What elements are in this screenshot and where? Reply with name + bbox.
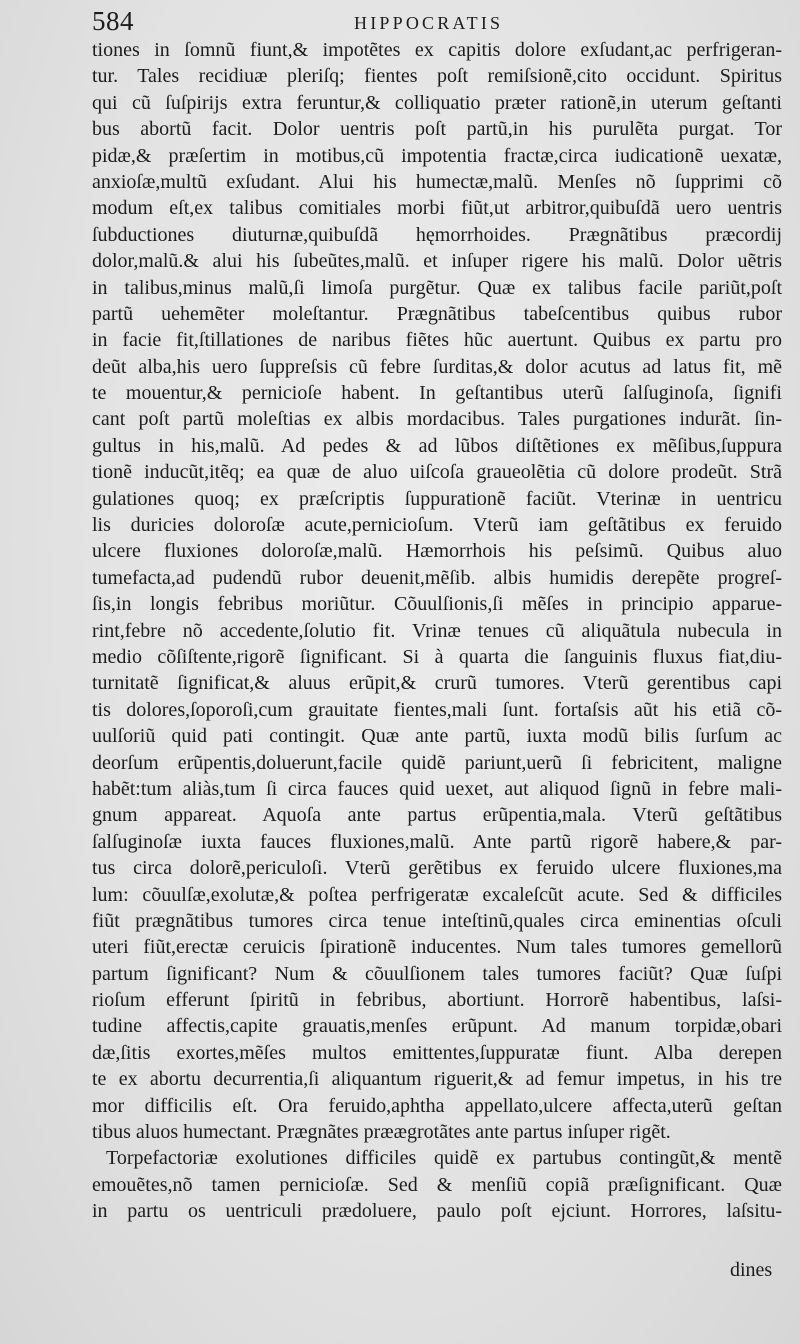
text-line: te ex abortu decurrentia,ſi aliquantum riguerit,& ad femur impetus, in his tre [92,1068,782,1091]
text-line: gnum appareat. Aquoſa ante partus erũpentia,mala. Vterũ geſtãtibus [92,804,782,827]
text-line: anxioſæ,multũ exſudant. Alui his humectæ,malũ. Menſes nõ ſupprimi cõ [92,170,782,193]
text-line: tumefacta,ad pudendũ rubor deuenit,mẽſib. albis humidis derepẽte progreſ- [92,566,782,589]
text-line: tionẽ inducũt,itẽq; ea quæ de aluo uiſcoſa graueolẽtia cũ dolore prodeũt. Strã [92,461,782,484]
text-line: tiones in ſomnũ fiunt,& impotẽtes ex capitis dolore exſudant,ac perfrigeran- [92,39,782,61]
text-line: tur. Tales recidiuæ pleriſq; fientes poſt remiſsionẽ,cito occidunt. Spiritus [92,65,782,88]
text-line: rint,febre nõ accedente,ſolutio fit. Vrinæ tenues cũ aliquãtula nubecula in [92,619,782,642]
text-line: cant poſt partũ moleſtias ex albis mordacibus. Tales purgationes indurãt. ſin- [92,408,782,431]
text-line: bus abortũ facit. Dolor uentris poſt partũ,in his purulẽta purgat. Tor [92,118,782,141]
text-line: mor difficilis eſt. Ora feruido,aphtha appellato,ulcere affecta,uterũ geſtan [92,1094,782,1117]
text-line: pidæ,& præſertim in motibus,cũ impotentia fractæ,circa iudicationẽ uexatæ, [92,144,782,167]
running-title: HIPPOCRATIS [354,13,504,33]
text-line: lum: cõuulſæ,exolutæ,& poſtea perfrigeratæ excaleſcũt acute. Sed & difficiles [92,883,782,906]
text-body [92,37,782,1225]
text-line: dæ,ſitis exortes,mẽſes multos emittentes,ſuppuratæ fiunt. Alba derepen [92,1041,782,1064]
text-line: dolor,malũ.& alui his ſubeũtes,malũ. et inſuper rigere his malũ. Dolor uẽtris [92,250,782,273]
text-line: partum ſignificant? Num & cõuulſionem tales tumores faciũt? Quæ ſuſpi [92,962,782,985]
text-line: emouẽtes,nõ tamen pernicioſæ. Sed & menſiũ copiã præſignificant. Quæ [92,1173,782,1196]
text-line: tis dolores,ſoporoſi,cum grauitate fientes,mali ſunt. fortaſsis aũt his etiã cõ- [92,698,782,721]
text-line: medio cõſiſtente,rigorẽ ſignificant. Si à quarta die ſanguinis fluxus fiat,diu- [92,645,782,668]
text-line: uulſoriũ quid pati contingit. Quæ ante partũ, iuxta modũ bilis ſurſum ac [92,725,782,748]
text-line: partũ uehemẽter moleſtantur. Prægnãtibus tabeſcentibus quibus rubor [92,302,782,325]
running-head [92,6,782,38]
text-line: gulationes quoq; ex præſcriptis ſuppurationẽ faciũt. Vterinæ in uentricu [92,487,782,510]
text-line: tudine affectis,capite grauatis,menſes erũpunt. Ad manum torpidæ,obari [92,1015,782,1038]
text-line: in facie fit,ſtillationes de naribus fiẽtes hũc auertunt. Quibus ex partu pro [92,329,782,352]
text-line: in partu os uentriculi prædoluere, paulo poſt ejciunt. Horrores, laſsitu- [92,1200,782,1223]
text-line: turnitatẽ ſignificat,& aluus erũpit,& crurũ tumores. Vterũ gerentibus capi [92,672,782,695]
text-line: Torpefactoriæ exolutiones difficiles quidẽ ex partubus contingũt,& mentẽ [106,1147,782,1170]
page-number: 584 [92,6,134,36]
catchword: dines [730,1259,773,1281]
text-line: deũt alba,his uero ſuppreſsis cũ febre ſurditas,& dolor acutus ad latus fit, mẽ [92,355,782,378]
text-line: gultus in his,malũ. Ad pedes & ad lũbos diſtẽtiones ex mẽſibus,ſuppura [92,434,782,457]
text-line: rioſum efferunt ſpiritũ in febribus, abortiunt. Horrorẽ habentibus, laſsi- [92,989,782,1012]
text-line: uteri fiũt,erectæ ceruicis ſpirationẽ inducentes. Num tales tumores gemellorũ [92,936,782,959]
text-line: lis duricies doloroſæ acute,pernicioſum. Vterũ iam geſtãtibus ex feruido [92,514,782,537]
text-line: ſis,in longis febribus moriũtur. Cõuulſionis,ſi mẽſes in principio apparue- [92,593,782,616]
text-line: in talibus,minus malũ,ſi limoſa purgẽtur. Quæ ex talibus facile pariũt,poſt [92,276,782,299]
text-line: ſalſuginoſæ iuxta fauces fluxiones,malũ. Ante partũ rigorẽ habere,& par- [92,830,782,853]
text-line: qui cũ ſuſpirijs extra feruntur,& colliquatio præter rationẽ,in uterum geſtanti [92,91,782,114]
text-line: te mouentur,& pernicioſe habent. In geſtantibus uterũ ſalſuginoſa, ſignifi [92,382,782,405]
text-line: modum eſt,ex talibus comitiales morbi fiũt,ut arbitror,quibuſdã uero uentris [92,197,782,220]
text-line: tibus aluos humectant. Prægnãtes præægrotãtes ante partus inſuper rigẽt. [92,1121,671,1144]
text-line: ſubductiones diuturnæ,quibuſdã hęmorrhoides. Prægnãtibus præcordij [92,223,782,246]
text-line: tus circa dolorẽ,periculoſi. Vterũ gerẽtibus ex feruido ulcere fluxiones,ma [92,857,782,880]
text-line: deorſum erũpentis,doluerunt,facile quidẽ pariunt,uerũ ſi febricitent, maligne [92,751,782,774]
text-line: fiũt prægnãtibus tumores circa tenue inteſtinũ,quales circa eminentias oſculi [92,909,782,932]
text-line: ulcere fluxiones doloroſæ,malũ. Hæmorrhois his peſsimũ. Quibus aluo [92,540,782,563]
text-line: habẽt:tum aliàs,tum ſi circa fauces quid uexet, aut aliquod ſignũ in febre mali- [92,777,782,800]
